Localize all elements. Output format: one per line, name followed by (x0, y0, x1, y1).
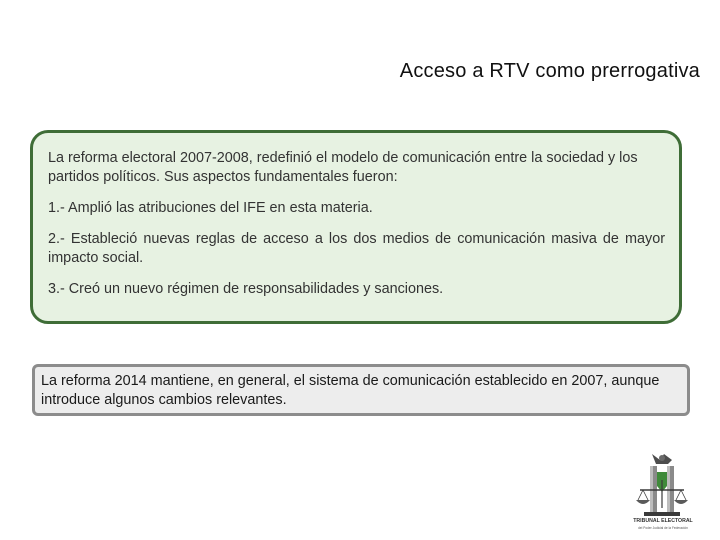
slide-title: Acceso a RTV como prerrogativa (399, 60, 700, 82)
reform-2007-box (30, 130, 682, 324)
reform-2014-text: La reforma 2014 mantiene, en general, el sistema de comunicación establecido en 2007, aunque introduce algunos cambios relevantes. (41, 373, 660, 408)
logo-subtitle: del Poder Judicial de la Federación (638, 526, 688, 530)
logo-name: TRIBUNAL ELECTORAL (633, 518, 693, 524)
tribunal-electoral-seal-icon (630, 450, 694, 520)
reform-intro-text: La reforma electoral 2007-2008, redefinió el modelo de comunicación entre la sociedad y los partidos políticos. Sus aspectos fundamentales fueron: (48, 150, 638, 185)
reform-point-3: 3.- Creó un nuevo régimen de responsabilidades y sanciones. (48, 281, 444, 297)
reform-point-2: 2.- Estableció nuevas reglas de acceso a los dos medios de comunicación masiva de mayor impacto social. (48, 231, 665, 266)
reform-point-1: 1.- Amplió las atribuciones del IFE en esta materia. (48, 200, 373, 216)
reform-2014-box (32, 364, 690, 416)
